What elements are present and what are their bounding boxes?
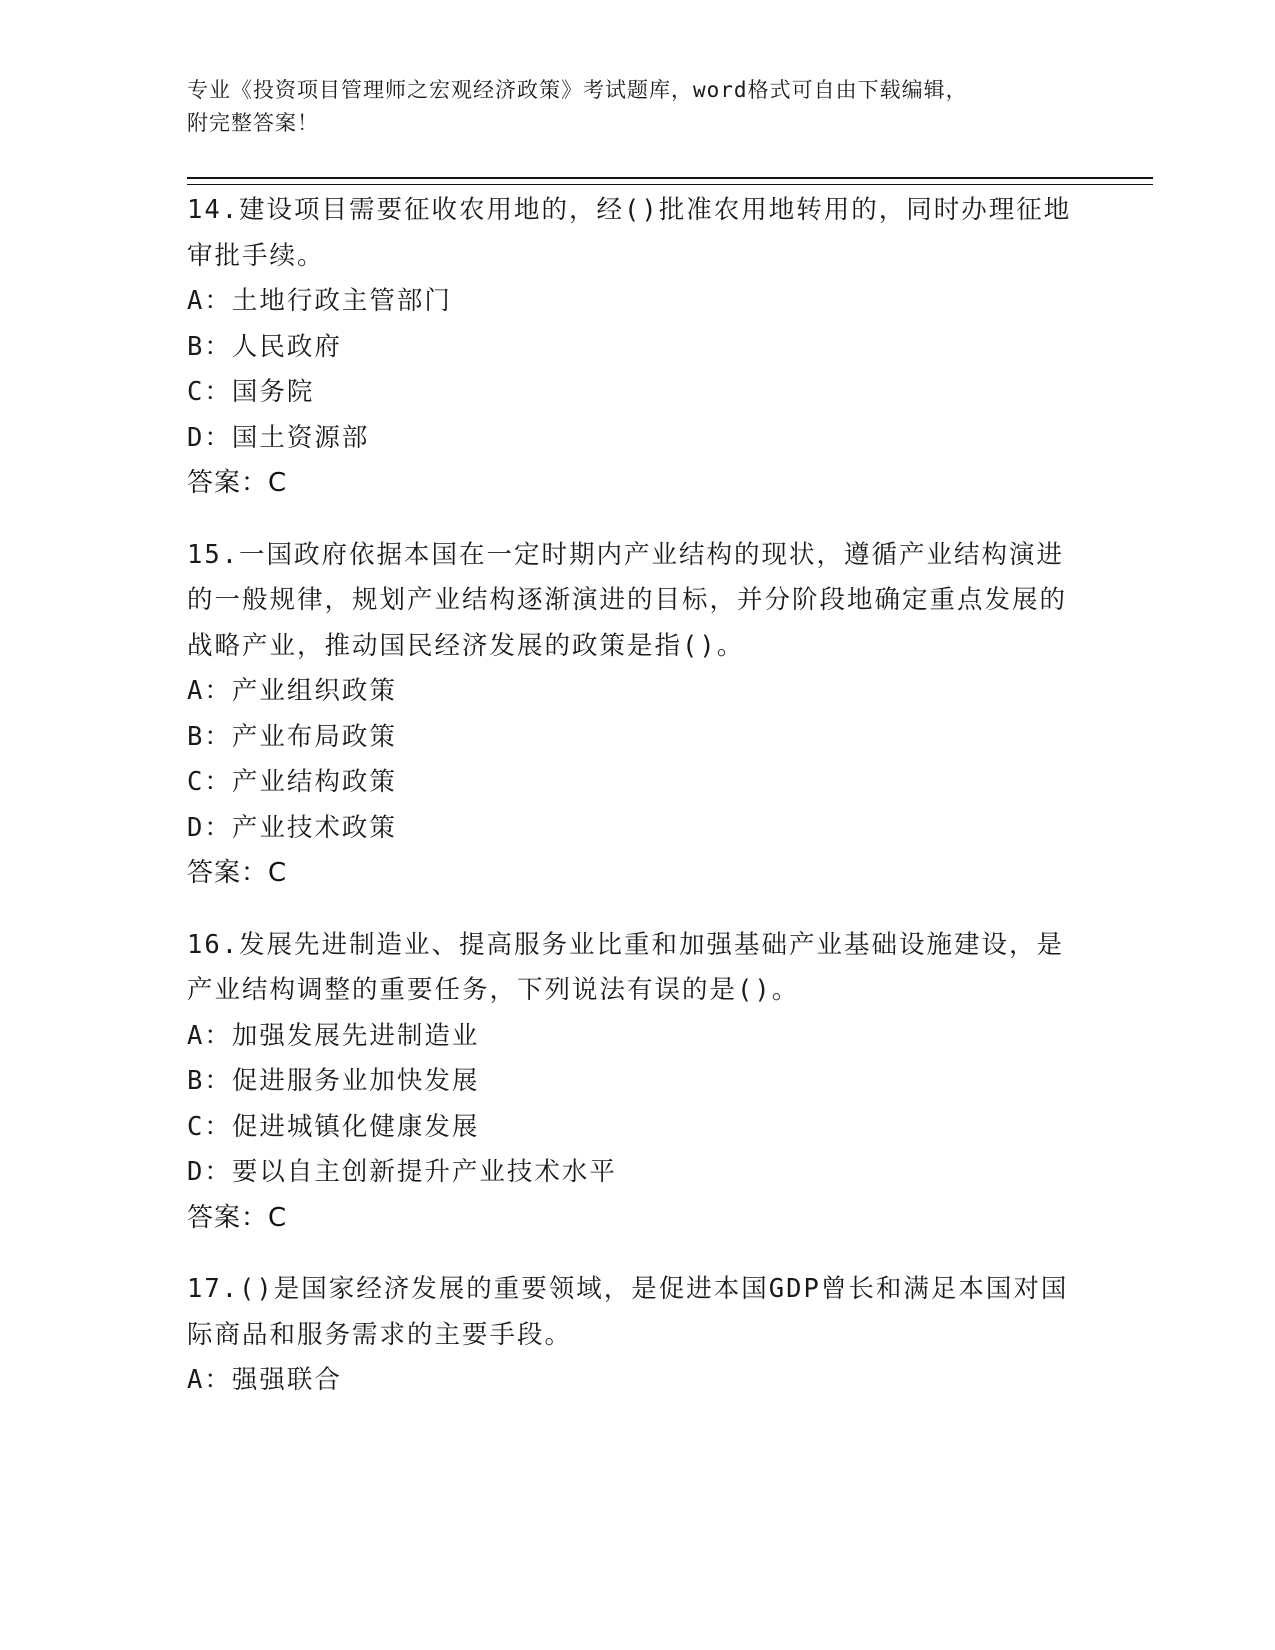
question-text: 17.()是国家经济发展的重要领域，是促进本国GDP曾长和满足本国对国际商品和服务需求的主要手段。 [187, 1274, 1069, 1350]
option-a: A：产业组织政策 [187, 676, 397, 706]
option-d: D：要以自主创新提升产业技术水平 [187, 1157, 617, 1187]
option-a: A：强强联合 [187, 1365, 342, 1395]
question-16 [187, 923, 1087, 1242]
option-b: B：产业布局政策 [187, 721, 397, 752]
question-17 [187, 1267, 1087, 1404]
question-text: 14.建设项目需要征收农用地的，经()批准农用地转用的，同时办理征地审批手续。 [187, 195, 1072, 271]
header-line-2: 附完整答案！ [187, 111, 319, 135]
option-d: D：国土资源部 [187, 422, 370, 453]
option-b: B：人民政府 [187, 331, 342, 362]
option-c: C：国务院 [187, 377, 315, 407]
option-c: C：产业结构政策 [187, 767, 397, 797]
answer: 答案：C [187, 468, 288, 498]
question-list [187, 188, 1087, 1430]
header-divider-thick [187, 177, 1153, 179]
header-divider-thin [187, 184, 1153, 185]
header-line-1: 专业《投资项目管理师之宏观经济政策》考试题库，word格式可自由下载编辑， [187, 78, 968, 102]
option-a: A：加强发展先进制造业 [187, 1020, 480, 1051]
answer: 答案：C [187, 1202, 288, 1233]
answer: 答案：C [187, 858, 288, 888]
question-text: 16.发展先进制造业、提高服务业比重和加强基础产业基础设施建设，是产业结构调整的重要任务，下列说法有误的是()。 [187, 929, 1065, 1005]
question-15 [187, 533, 1087, 897]
option-d: D：产业技术政策 [187, 812, 397, 843]
option-a: A：土地行政主管部门 [187, 286, 452, 316]
question-14 [187, 188, 1087, 507]
document-header [187, 74, 1067, 140]
option-c: C：促进城镇化健康发展 [187, 1111, 480, 1142]
question-text: 15.一国政府依据本国在一定时期内产业结构的现状，遵循产业结构演进的一般规律，规划产业结构逐渐演进的目标，并分阶段地确定重点发展的战略产业，推动国民经济发展的政策是指()。 [187, 539, 1068, 661]
option-b: B：促进服务业加快发展 [187, 1066, 480, 1096]
